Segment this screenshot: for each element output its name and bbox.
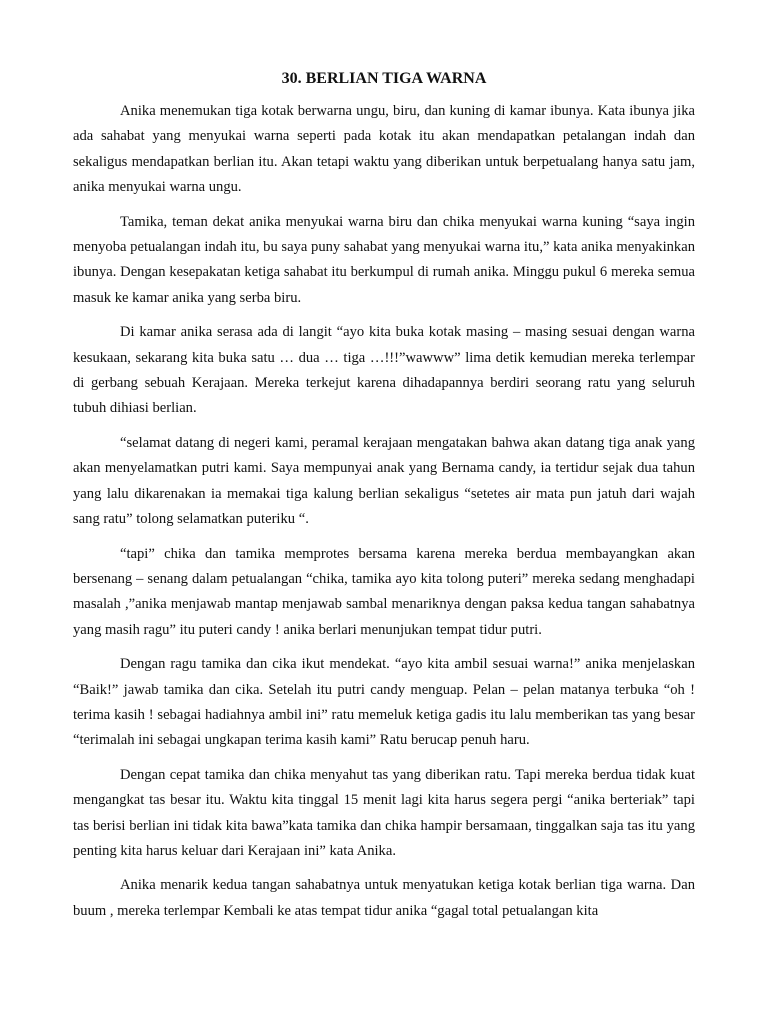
story-paragraph-3: Di kamar anika serasa ada di langit “ayo kita buka kotak masing – masing sesuai dengan warna kesukaan, sekarang kita buka satu … dua … tiga …!!!”wawww” lima detik kemudian mereka terlempar di gerbang sebuah Kerajaan. Mereka terkejut karena dihadapannya berdiri seorang ratu yang seluruh tubuh dihiasi berlian. [73, 324, 695, 417]
story-paragraph-7: Dengan cepat tamika dan chika menyahut tas yang diberikan ratu. Tapi mereka berdua tidak kuat mengangkat tas besar itu. Waktu kita tinggal 15 menit lagi kita harus segera pergi “anika berteriak” tapi tas berisi berlian ini tidak kita bawa”kata tamika dan chika hampir bersamaan, tinggalkan saja tas itu yang penting kita harus keluar dari Kerajaan ini” kata Anika. [73, 766, 695, 859]
story-paragraph-1: Anika menemukan tiga kotak berwarna ungu, biru, dan kuning di kamar ibunya. Kata ibunya jika ada sahabat yang menyukai warna seperti pada kotak itu akan mendapatkan petalangan indah dan sekaligus mendapatkan berlian itu. Akan tetapi waktu yang diberikan untuk berpetualang hanya satu jam, anika menyukai warna ungu. [73, 103, 695, 196]
story-paragraph-2: Tamika, teman dekat anika menyukai warna biru dan chika menyukai warna kuning “saya ingin menyoba petualangan indah itu, bu saya puny sahabat yang menyukai warna itu,” kata anika menyakinkan ibunya. Dengan kesepakatan ketiga sahabat itu berkumpul di rumah anika. Minggu pukul 6 mereka semua masuk ke kamar anika yang serba biru. [73, 213, 695, 306]
story-paragraph-6: Dengan ragu tamika dan cika ikut mendekat. “ayo kita ambil sesuai warna!” anika menjelaskan “Baik!” jawab tamika dan cika. Setelah itu putri candy menguap. Pelan – pelan matanya terbuka “oh ! terima kasih ! sebagai hadiahnya ambil ini” ratu memeluk ketiga gadis itu lalu memberikan tas yang besar “terimalah ini sebagai ungkapan terima kasih kami” Ratu berucap penuh haru. [73, 656, 695, 749]
document-page [73, 68, 695, 1024]
story-paragraph-4: “selamat datang di negeri kami, peramal kerajaan mengatakan bahwa akan datang tiga anak yang akan menyelamatkan putri kami. Saya mempunyai anak yang Bernama candy, ia tertidur sejak dua tahun yang lalu dikarenakan ia memakai tiga kalung berlian sekaligus “setetes air mata pun jatuh dari wajah sang ratu” tolong selamatkan puteriku “. [73, 434, 695, 528]
story-paragraph-8: Anika menarik kedua tangan sahabatnya untuk menyatukan ketiga kotak berlian tiga warna. Dan buum , mereka terlempar Kembali ke atas tempat tidur anika “gagal total petualangan kita [73, 877, 695, 919]
story-title: 30. BERLIAN TIGA WARNA [281, 70, 487, 87]
story-paragraph-5: “tapi” chika dan tamika memprotes bersama karena mereka berdua membayangkan akan bersenang – senang dalam petualangan “chika, tamika ayo kita tolong puteri” mereka sedang menghadapi masalah ,”anika menjawab mantap menjawab sambal menariknya dengan paksa kedua tangan sahabatnya yang masih ragu” itu puteri candy ! anika berlari menunjukan tempat tidur putri. [73, 545, 695, 638]
